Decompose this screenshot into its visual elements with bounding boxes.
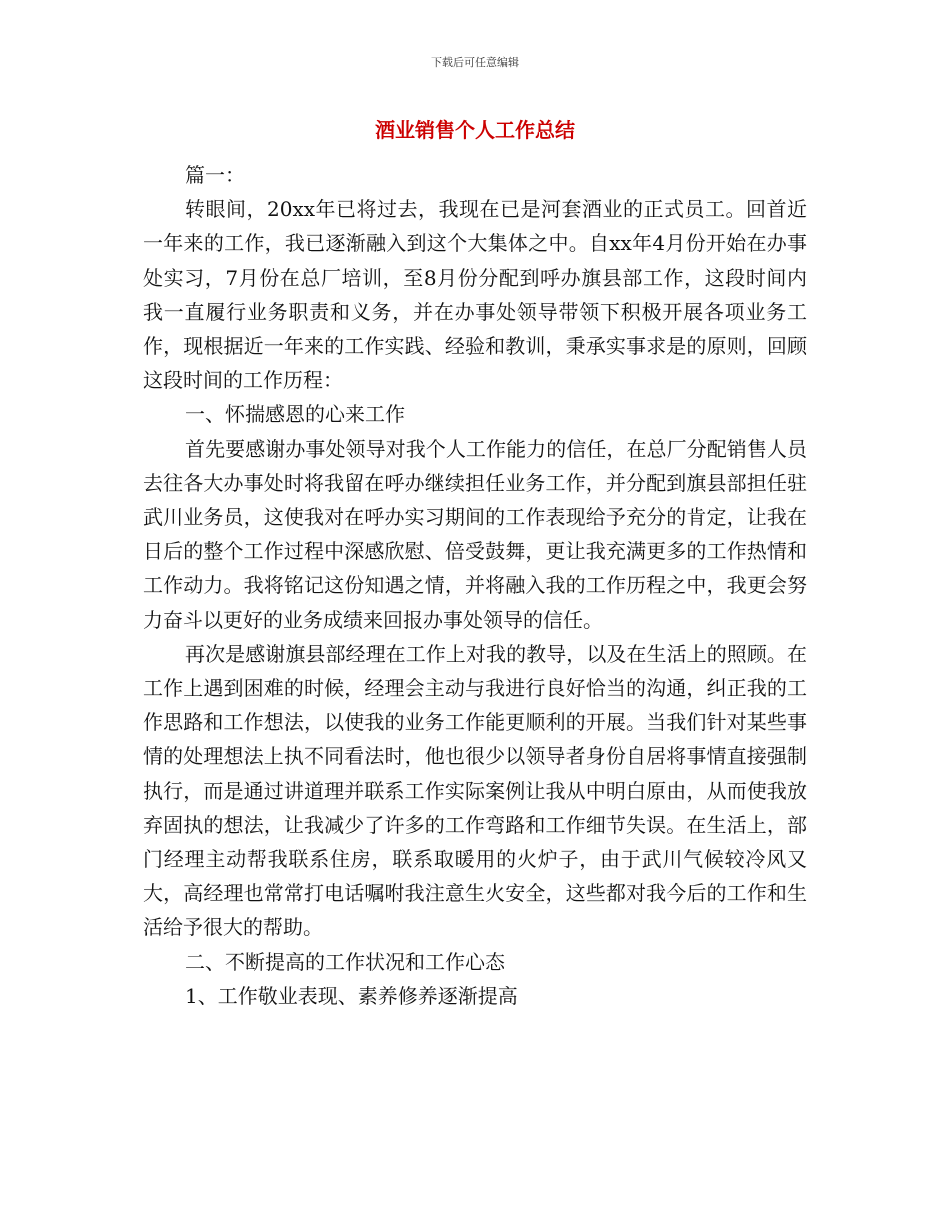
gratitude-paragraph-2: 再次是感谢旗县部经理在工作上对我的教导，以及在生活上的照顾。在工作上遇到困难的时候，经理会主动与我进行良好恰当的沟通，纠正我的工作思路和工作想法，以使我的业务工作能更顺利的开展。当我们针对某些事情的处理想法上执不同看法时，他也很少以领导者身份自居将事情直接强制执行，而是通过讲道理并联系工作实际案例让我从中明白原由，从而使我放弃固执的想法，让我减少了许多的工作弯路和工作细节失误。在生活上，部门经理主动帮我联系住房，联系取暖用的火炉子，由于武川气候较冷风又大，高经理也常常打电话嘱咐我注意生火安全，这些都对我今后的工作和生活给予很大的帮助。 <box>143 641 807 940</box>
header-note: 下载后可任意编辑 <box>431 56 519 69</box>
document-body <box>143 158 807 1013</box>
section-label: 篇一： <box>185 163 245 187</box>
document-title: 酒业销售个人工作总结 <box>375 118 575 142</box>
gratitude-paragraph-1: 首先要感谢办事处领导对我个人工作能力的信任，在总厂分配销售人员去往各大办事处时将我留在呼办继续担任业务工作，并分配到旗县部担任驻武川业务员，这使我对在呼办实习期间的工作表现给予充分的肯定，让我在日后的整个工作过程中深感欣慰、倍受鼓舞，更让我充满更多的工作热情和工作动力。我将铭记这份知遇之情，并将融入我的工作历程之中，我更会努力奋斗以更好的业务成绩来回报办事处领导的信任。 <box>143 436 807 632</box>
section-heading-1: 一、怀揣感恩的心来工作 <box>185 402 405 427</box>
intro-paragraph: 转眼间，20xx年已将过去，我现在已是河套酒业的正式员工。回首近一年来的工作，我已逐渐融入到这个大集体之中。自xx年4月份开始在办事处实习，7月份在总厂培训，至8月份分配到呼办旗县部工作，这段时间内我一直履行业务职责和义务，并在办事处领导带领下积极开展各项业务工作，现根据近一年来的工作实践、经验和教训，秉承实事求是的原则，回顾这段时间的工作历程： <box>143 197 807 393</box>
subsection-heading-1: 1、工作敬业表现、素养修养逐渐提高 <box>185 983 518 1008</box>
section-heading-2: 二、不断提高的工作状况和工作心态 <box>185 949 505 974</box>
